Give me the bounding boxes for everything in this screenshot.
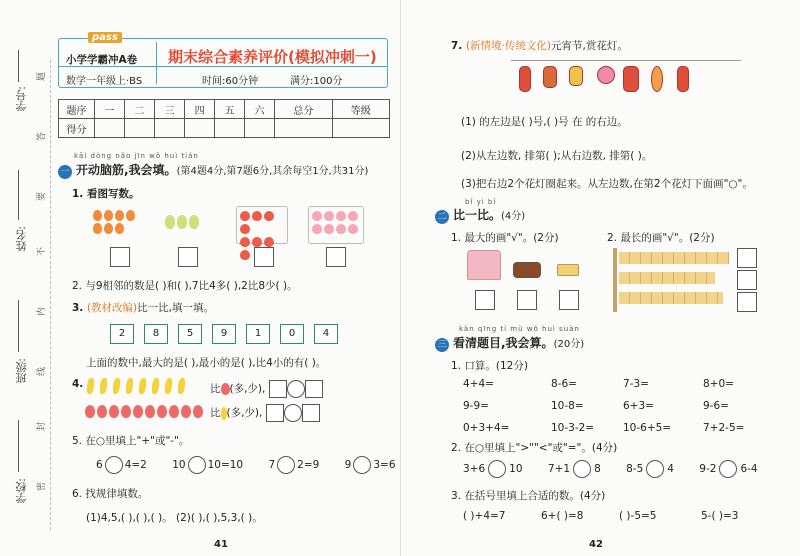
- cut-char: 题: [37, 71, 48, 82]
- student-id-blank[interactable]: [18, 50, 19, 82]
- number-card: 8: [144, 324, 168, 344]
- section2-title: 比一比。: [453, 208, 502, 222]
- right-page: [400, 0, 800, 556]
- strawberry-row: [84, 404, 204, 418]
- check-box[interactable]: [475, 290, 495, 310]
- school-label: 学校:: [15, 478, 28, 504]
- section1-pinyin: kāi dòng nǎo jīn wǒ huì tián: [74, 152, 199, 160]
- cut-char: 要: [37, 191, 48, 202]
- lantern-string: [511, 60, 741, 61]
- cut-char: 密: [37, 481, 48, 492]
- section2-question-2: 2. 最长的画"√"。(2分): [607, 232, 715, 244]
- calc-item: 10-8=: [551, 400, 584, 412]
- answer-circle[interactable]: [284, 404, 302, 422]
- calc-item: 8-6=: [551, 378, 577, 390]
- lantern-5: [623, 66, 639, 92]
- wall-picture: [613, 248, 617, 312]
- q4-row-1: 比 (多,少),: [210, 380, 323, 398]
- section1-heading: [58, 161, 368, 179]
- answer-box[interactable]: [326, 247, 346, 267]
- carrot-picture: [92, 208, 142, 235]
- section3-heading: [435, 334, 584, 352]
- question-7: 7. (新情境·传统文化)元宵节,赏花灯。: [451, 40, 628, 52]
- culture-tag: (新情境·传统文化): [465, 40, 551, 52]
- answer-circle[interactable]: [287, 380, 305, 398]
- compare-items: 3+6 10 7+1 8 8-5 4 9-2 6-4: [463, 460, 758, 478]
- compare-circle[interactable]: [646, 460, 664, 478]
- compare-circle[interactable]: [488, 460, 506, 478]
- question-5: 5. 在○里填上"+"或"-"。: [72, 435, 190, 447]
- big-cake-picture: [467, 250, 501, 280]
- textbook-tag: (教材改编): [86, 302, 138, 314]
- table-header: 等级: [332, 100, 389, 119]
- chocolate-cake-picture: [513, 262, 541, 278]
- cut-line: [50, 60, 51, 530]
- name-label: 姓名:: [15, 226, 28, 252]
- number-card: 4: [314, 324, 338, 344]
- section2-note: (4分): [501, 211, 526, 222]
- section3-question-1: 1. 口算。(12分): [451, 360, 528, 372]
- compare-circle[interactable]: [573, 460, 591, 478]
- question-2: 2. 与9相邻的数是( )和( ),7比4多( ),2比8少( )。: [72, 280, 298, 292]
- answer-box[interactable]: [269, 380, 287, 398]
- number-card: 0: [280, 324, 304, 344]
- score-cell[interactable]: [125, 119, 155, 138]
- lantern-1: [519, 66, 531, 92]
- cut-char: 线: [37, 366, 48, 377]
- question-6: 6. 找规律填数。: [72, 488, 149, 500]
- calc-item: 0+3+4=: [463, 422, 510, 434]
- lantern-6: [651, 66, 663, 92]
- score-cell[interactable]: [95, 119, 125, 138]
- question-7-1: (1) 的左边是( )号,( )号 在 的右边。: [461, 116, 628, 128]
- pear-picture: [164, 214, 214, 230]
- calc-item: 6+3=: [623, 400, 654, 412]
- section3-question-3: 3. 在括号里填上合适的数。(4分): [451, 490, 606, 502]
- q5-items: 6 4=2 10 10=10 7 2=9 9 3=6: [96, 456, 396, 474]
- school-blank[interactable]: [18, 420, 19, 472]
- compare-circle[interactable]: [719, 460, 737, 478]
- answer-box[interactable]: [254, 247, 274, 267]
- question-3-line: 上面的数中,最大的是( ),最小的是( ),比4小的有( )。: [86, 357, 327, 369]
- lantern-7: [677, 66, 689, 92]
- small-cake-picture: [557, 264, 579, 276]
- score-table: [58, 99, 390, 138]
- number-card: 5: [178, 324, 202, 344]
- check-box[interactable]: [737, 292, 757, 312]
- class-blank[interactable]: [18, 300, 19, 352]
- question-1: 1. 看图写数。: [72, 188, 140, 200]
- lantern-4: [597, 66, 615, 84]
- calc-item: 9-9=: [463, 400, 489, 412]
- exam-title: 期末综合素养评价(模拟冲刺一): [168, 48, 377, 66]
- operator-circle[interactable]: [277, 456, 295, 474]
- operator-circle[interactable]: [188, 456, 206, 474]
- operator-circle[interactable]: [105, 456, 123, 474]
- banana-row: [84, 378, 188, 394]
- calc-item: 7-3=: [623, 378, 649, 390]
- long-bar-3: [619, 292, 723, 304]
- section1-number: 一: [58, 165, 72, 179]
- section2-question-1: 1. 最大的画"√"。(2分): [451, 232, 559, 244]
- table-header: 一: [95, 100, 125, 119]
- table-row-label: 得分: [59, 119, 95, 138]
- check-box[interactable]: [517, 290, 537, 310]
- long-bar-2: [619, 272, 715, 284]
- section2-number: 二: [435, 210, 449, 224]
- section3-question-2: 2. 在○里填上">""<"或"="。(4分): [451, 442, 618, 454]
- long-bar-1: [619, 252, 729, 264]
- calc-item: 9-6=: [703, 400, 729, 412]
- name-blank[interactable]: [18, 170, 19, 220]
- table-header: 四: [185, 100, 215, 119]
- operator-circle[interactable]: [353, 456, 371, 474]
- section1-note: (第4题4分,第7题6分,其余每空1分,共31分): [176, 166, 369, 177]
- question-7-3: (3)把右边2个花灯圈起来。从左边数,在第2个花灯下面画"○"。: [461, 178, 753, 190]
- full-score: 满分:100分: [290, 76, 343, 87]
- cut-char: 内: [37, 306, 48, 317]
- student-id-label: 学号:: [15, 86, 28, 112]
- question-7-2: (2)从左边数, 排第( );从右边数, 排第( )。: [461, 150, 653, 162]
- answer-box[interactable]: [266, 404, 284, 422]
- exam-time: 时间:60分钟: [202, 76, 259, 87]
- score-cell[interactable]: [185, 119, 215, 138]
- page-number-right: 42: [589, 539, 603, 550]
- score-cell[interactable]: [275, 119, 332, 138]
- question-6-line: (1)4,5,( ),( ),( )。 (2)( ),( ),5,3,( )。: [86, 512, 263, 524]
- fill-item: ( )-5=5: [619, 510, 657, 522]
- table-header: 题序: [59, 100, 95, 119]
- subject-grade: 数学一年级上·BS: [66, 76, 143, 87]
- lantern-2: [543, 66, 557, 88]
- calc-item: 4+4=: [463, 378, 494, 390]
- pass-logo: pass: [88, 32, 122, 43]
- check-box[interactable]: [737, 248, 757, 268]
- number-card: 2: [110, 324, 134, 344]
- question-3: 3. (教材改编)比一比,填一填。: [72, 302, 214, 314]
- score-cell[interactable]: [332, 119, 389, 138]
- answer-box[interactable]: [178, 247, 198, 267]
- table-header: 三: [155, 100, 185, 119]
- section2-heading: [435, 206, 525, 224]
- table-header: 六: [245, 100, 275, 119]
- section3-pinyin: kàn qīng tí mù wǒ huì suàn: [459, 325, 580, 333]
- calc-item: 8+0=: [703, 378, 734, 390]
- number-card: 9: [212, 324, 236, 344]
- check-box[interactable]: [737, 270, 757, 290]
- lantern-3: [569, 66, 583, 86]
- fill-item: ( )+4=7: [463, 510, 506, 522]
- class-label: 班级:: [15, 358, 28, 384]
- cut-char: 答: [37, 131, 48, 142]
- answer-box[interactable]: [110, 247, 130, 267]
- score-cell[interactable]: [215, 119, 245, 138]
- number-card: 1: [246, 324, 270, 344]
- peach-picture: [308, 206, 364, 244]
- section1-title: 开动脑筋,我会填。: [76, 163, 177, 177]
- score-cell[interactable]: [155, 119, 185, 138]
- section3-note: (20分): [553, 339, 585, 350]
- fill-item: 5-( )=3: [701, 510, 739, 522]
- page-number-left: 41: [214, 539, 228, 550]
- answer-box[interactable]: [305, 380, 323, 398]
- question-4: 4.: [72, 378, 84, 390]
- calc-item: 10-3-2=: [551, 422, 595, 434]
- section2-pinyin: bǐ yi bǐ: [465, 198, 497, 206]
- calc-item: 10-6+5=: [623, 422, 672, 434]
- fill-item: 6+( )=8: [541, 510, 584, 522]
- answer-box[interactable]: [302, 404, 320, 422]
- table-header: 总分: [275, 100, 332, 119]
- number-cards: [110, 324, 348, 344]
- q4-row-2: 比 (多,少),: [210, 404, 320, 422]
- table-header: 二: [125, 100, 155, 119]
- section3-title: 看清题目,我会算。: [453, 336, 554, 350]
- table-header: 五: [215, 100, 245, 119]
- section3-number: 三: [435, 338, 449, 352]
- score-cell[interactable]: [245, 119, 275, 138]
- cut-char: 封: [37, 421, 48, 432]
- series-name: 小学学霸冲A卷: [66, 54, 138, 66]
- apple-picture: [236, 206, 288, 244]
- calc-item: 7+2-5=: [703, 422, 745, 434]
- check-box[interactable]: [559, 290, 579, 310]
- cut-char: 不: [37, 246, 48, 257]
